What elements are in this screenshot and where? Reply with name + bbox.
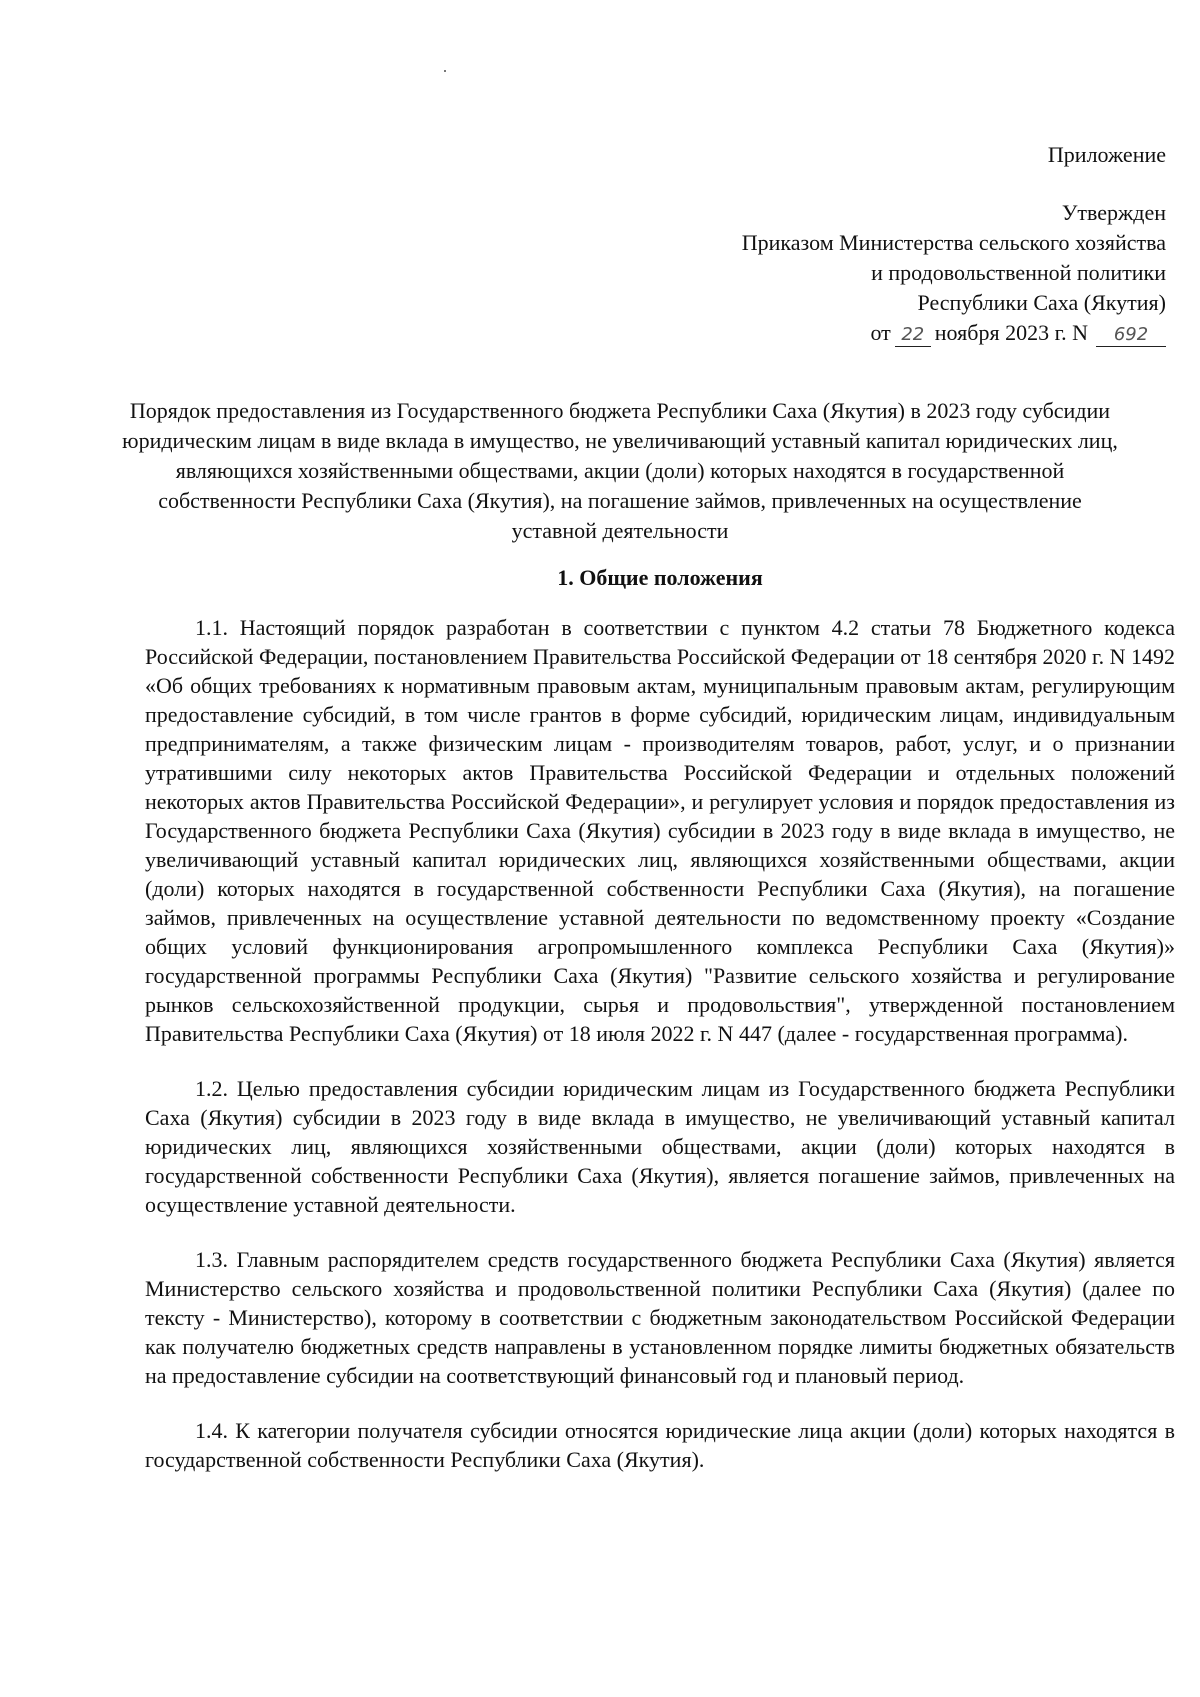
header-spacer <box>466 170 1166 198</box>
order-date-line <box>466 318 1166 348</box>
document-title: Порядок предоставления из Государственного бюджета Республики Саха (Якутия) в 2023 году субсидии юридическим лицам в виде вклада в имущество, не увеличивающий уставный капитал юридических лиц, являющихся хозяйственными обществами, акции (доли) которых находятся в государственной собственности Республики Саха (Якутия), на погашение займов, привлеченных на осуществление уставной деятельности <box>122 398 1118 543</box>
paragraph-1-1: 1.1. Настоящий порядок разработан в соответствии с пунктом 4.2 статьи 78 Бюджетного кодекса Российской Федерации, постановлением Правительства Российской Федерации от 18 сентября 2020 г. N 1492 «Об общих требованиях к нормативным правовым актам, муниципальным правовым актам, регулирующим предоставление субсидий, в том числе грантов в форме субсидий, юридическим лицам, индивидуальным предпринимателям, а также физическим лицам - производителям товаров, работ, услуг, и о признании утратившими силу некоторых актов Правительства Российской Федерации и отдельных положений некоторых актов Правительства Российской Федерации», и регулирует условия и порядок предоставления из Государственного бюджета Республики Саха (Якутия) субсидии в 2023 году в виде вклада в имущество, не увеличивающий уставный капитал юридических лиц, являющихся хозяйственными обществами, акции (доли) которых находятся в государственной собственности Республики Саха (Якутия), на погашение займов, привлеченных на осуществление уставной деятельности по ведомственному проекту «Создание общих условий функционирования агропромышленного комплекса Республики Саха (Якутия)» государственной программы Республики Саха (Якутия) "Развитие сельского хозяйства и регулирование рынков сельскохозяйственной продукции, сырья и продовольствия", утвержденной постановлением Правительства Республики Саха (Якутия) от 18 июля 2022 г. N 447 (далее - государственная программа). <box>145 615 1175 1046</box>
section-body <box>145 613 1175 1500</box>
approval-header <box>466 140 1166 348</box>
scan-speck <box>444 70 446 72</box>
appendix-label: Приложение <box>1047 142 1166 167</box>
order-line-2: и продовольственной политики <box>871 260 1166 285</box>
section-heading: 1. Общие положения <box>557 565 763 590</box>
handwritten-day: 22 <box>895 324 931 347</box>
handwritten-order-number: 692 <box>1096 324 1166 347</box>
paragraph-1-2: 1.2. Целью предоставления субсидии юридическим лицам из Государственного бюджета Республики Саха (Якутия) субсидии в 2023 году в виде вклада в имущество, не увеличивающий уставный капитал юридических лиц, являющихся хозяйственными обществами, акции (доли) которых находятся в государственной собственности Республики Саха (Якутия), является погашение займов, привлеченных на осуществление уставной деятельности. <box>145 1076 1175 1217</box>
paragraph-1-4: 1.4. К категории получателя субсидии относятся юридические лица акции (доли) которых находятся в государственной собственности Республики Саха (Якутия). <box>145 1418 1175 1472</box>
paragraph-1-3: 1.3. Главным распорядителем средств государственного бюджета Республики Саха (Якутия) является Министерство сельского хозяйства и продовольственной политики Республики Саха (Якутия) (далее по тексту - Министерство), которому в соответствии с бюджетным законодательством Российской Федерации как получателю бюджетных средств направлены в установленном порядке лимиты бюджетных обязательств на предоставление субсидии на соответствующий финансовый год и плановый период. <box>145 1247 1175 1388</box>
approved-label: Утвержден <box>1061 200 1166 225</box>
date-prefix: от <box>870 320 891 345</box>
date-rest: ноября 2023 г. N <box>934 320 1088 345</box>
order-line-1: Приказом Министерства сельского хозяйства <box>741 230 1166 255</box>
order-line-3: Республики Саха (Якутия) <box>917 290 1166 315</box>
